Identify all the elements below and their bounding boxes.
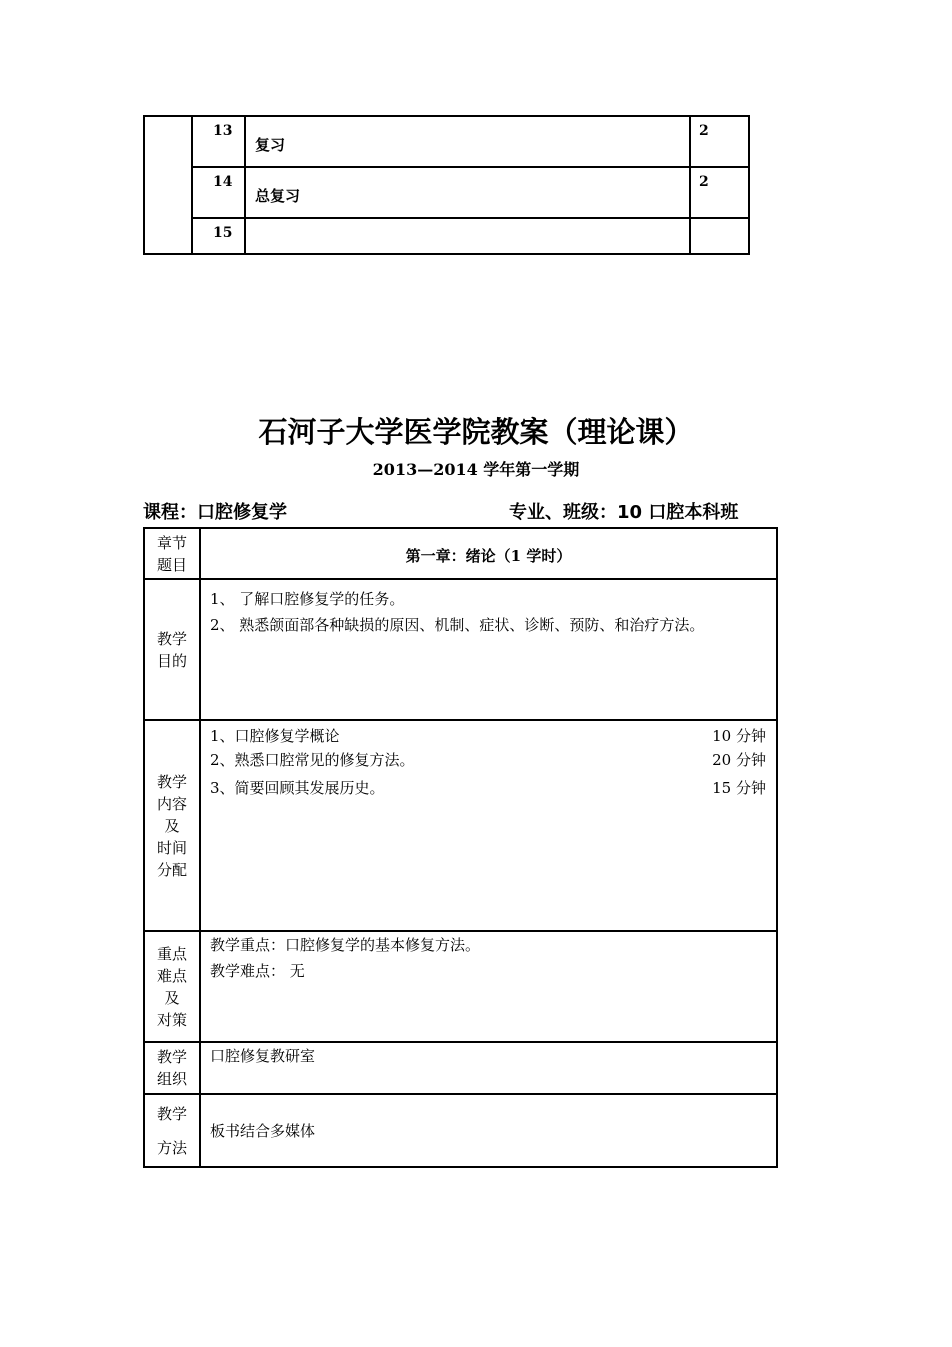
organization-label: 教学 组织 bbox=[144, 1042, 200, 1094]
schedule-table bbox=[143, 115, 750, 255]
objective-cell bbox=[200, 579, 777, 720]
table-row bbox=[144, 1094, 777, 1167]
content-cell bbox=[200, 720, 777, 931]
lesson-topic bbox=[245, 218, 690, 254]
difficult-point: 教学难点： 无 bbox=[210, 962, 305, 980]
table-row bbox=[144, 931, 777, 1042]
table-row bbox=[144, 579, 777, 720]
lesson-hours bbox=[690, 218, 749, 254]
lesson-number: 13 bbox=[192, 116, 245, 167]
lesson-plan-table bbox=[143, 527, 778, 1168]
content-label: 教学 内容 及 时间 分配 bbox=[144, 720, 200, 931]
lesson-hours: 2 bbox=[690, 167, 749, 218]
page-title: 石河子大学医学院教案（理论课） bbox=[258, 415, 694, 449]
list-item: 3、简要回顾其发展历史。 15 分钟 bbox=[210, 779, 766, 797]
lesson-topic: 复习 bbox=[245, 116, 690, 167]
table-row bbox=[144, 720, 777, 931]
method-label: 教学 方法 bbox=[144, 1094, 200, 1167]
lesson-topic: 总复习 bbox=[245, 167, 690, 218]
objective-label: 教学 目的 bbox=[144, 579, 200, 720]
key-point: 教学重点：口腔修复学的基本修复方法。 bbox=[210, 936, 481, 954]
organization-cell: 口腔修复教研室 bbox=[200, 1042, 777, 1094]
term-subtitle: 2013—2014 学年第一学期 bbox=[372, 460, 580, 479]
blank-cell bbox=[144, 116, 192, 254]
table-row bbox=[144, 218, 749, 254]
table-row bbox=[144, 116, 749, 167]
list-item: 2、熟悉口腔常见的修复方法。 20 分钟 bbox=[210, 751, 766, 769]
key-points-label: 重点 难点 及 对策 bbox=[144, 931, 200, 1042]
method-cell: 板书结合多媒体 bbox=[200, 1094, 777, 1167]
key-points-cell bbox=[200, 931, 777, 1042]
course-label: 课程：口腔修复学 bbox=[143, 502, 287, 523]
table-row bbox=[144, 167, 749, 218]
chapter-title: 第一章：绪论（1 学时） bbox=[405, 547, 572, 565]
table-row bbox=[144, 1042, 777, 1094]
list-item: 1、口腔修复学概论 10 分钟 bbox=[210, 727, 766, 745]
table-row bbox=[144, 528, 777, 579]
lesson-hours: 2 bbox=[690, 116, 749, 167]
major-class-label: 专业、班级：10 口腔本科班 bbox=[509, 502, 739, 523]
chapter-title-cell bbox=[200, 528, 777, 579]
objective-item: 1、 了解口腔修复学的任务。 bbox=[210, 590, 405, 608]
objective-item: 2、 熟悉颌面部各种缺损的原因、机制、症状、诊断、预防、和治疗方法。 bbox=[210, 616, 705, 634]
lesson-number: 14 bbox=[192, 167, 245, 218]
lesson-number: 15 bbox=[192, 218, 245, 254]
chapter-label: 章节 题目 bbox=[144, 528, 200, 579]
